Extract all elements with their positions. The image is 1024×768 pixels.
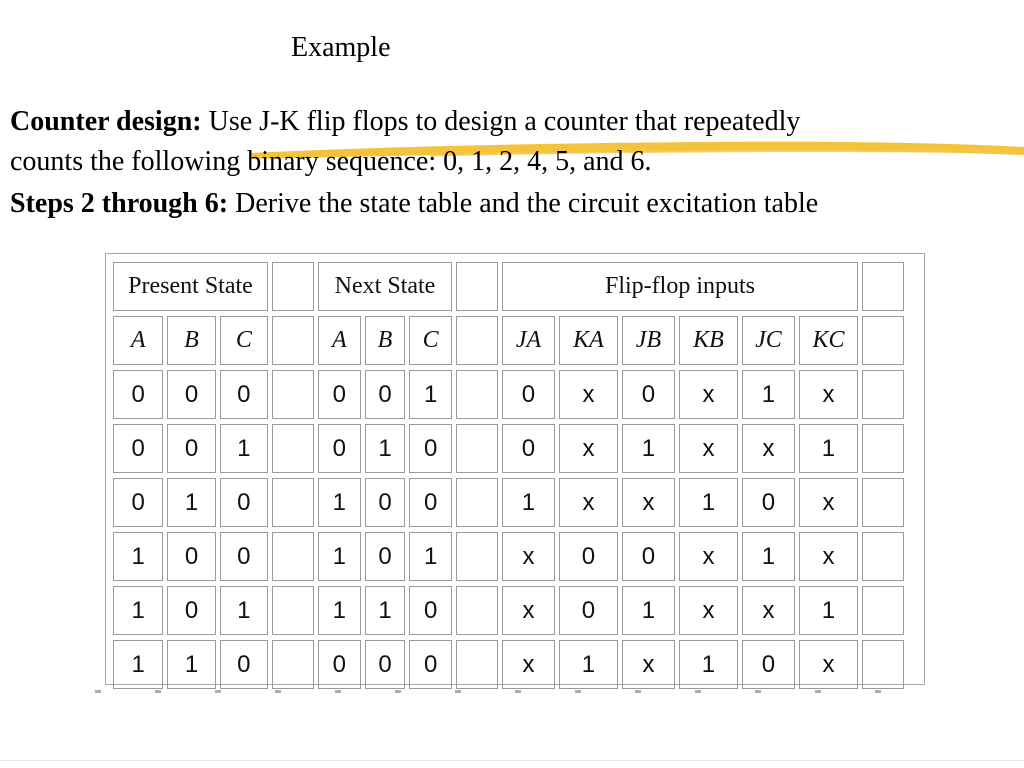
spacer-cell	[456, 262, 498, 311]
flip-flop-input-cell: x	[559, 370, 618, 419]
spacer-cell	[456, 478, 498, 527]
spacer-cell	[272, 424, 314, 473]
flip-flop-input-cell: 0	[502, 424, 555, 473]
present-state-header: Present State	[113, 262, 268, 311]
spacer-cell	[862, 640, 904, 689]
table-row	[113, 424, 904, 473]
present-state-cell: 0	[113, 424, 163, 473]
flip-flop-input-cell: x	[742, 424, 795, 473]
next-state-cell: 1	[409, 532, 452, 581]
spacer-cell	[862, 478, 904, 527]
var-header-jc: JC	[742, 316, 795, 365]
var-header-jb: JB	[622, 316, 675, 365]
flip-flop-input-cell: 0	[622, 532, 675, 581]
flip-flop-input-cell: 1	[622, 424, 675, 473]
steps-text: Derive the state table and the circuit excitation table	[228, 188, 819, 219]
flip-flop-input-cell: x	[622, 478, 675, 527]
next-state-cell: 0	[365, 532, 406, 581]
present-state-cell: 0	[167, 586, 215, 635]
spacer-cell	[272, 586, 314, 635]
present-state-cell: 0	[220, 532, 268, 581]
spacer-cell	[272, 640, 314, 689]
next-state-cell: 1	[365, 586, 406, 635]
var-header-next-a: A	[318, 316, 361, 365]
flip-flop-input-cell: 0	[502, 370, 555, 419]
var-header-present-b: B	[167, 316, 215, 365]
spacer-cell	[456, 586, 498, 635]
present-state-cell: 1	[220, 586, 268, 635]
flip-flop-input-cell: x	[799, 478, 858, 527]
present-state-cell: 1	[220, 424, 268, 473]
flip-flop-input-cell: 0	[559, 532, 618, 581]
variable-header-row	[113, 316, 904, 365]
next-state-cell: 0	[409, 424, 452, 473]
spacer-cell	[862, 370, 904, 419]
spacer-cell	[456, 532, 498, 581]
table-row	[113, 586, 904, 635]
next-state-cell: 1	[365, 424, 406, 473]
next-state-cell: 1	[318, 478, 361, 527]
flip-flop-input-cell: 0	[742, 640, 795, 689]
flip-flop-input-cell: x	[799, 640, 858, 689]
next-state-cell: 0	[365, 370, 406, 419]
flip-flop-input-cell: 1	[742, 532, 795, 581]
present-state-cell: 1	[167, 478, 215, 527]
counter-design-paragraph	[10, 102, 1020, 182]
flip-flop-input-cell: x	[799, 532, 858, 581]
spacer-cell	[272, 316, 314, 365]
present-state-cell: 0	[167, 370, 215, 419]
spacer-cell	[862, 424, 904, 473]
counter-design-text-line1: Use J-K flip flops to design a counter that repeatedly	[201, 106, 801, 137]
next-state-header: Next State	[318, 262, 452, 311]
spacer-cell	[862, 316, 904, 365]
flip-flop-input-cell: x	[679, 370, 738, 419]
next-state-cell: 0	[318, 640, 361, 689]
group-header-row	[113, 262, 904, 311]
spacer-cell	[272, 478, 314, 527]
flip-flop-input-cell: 1	[502, 478, 555, 527]
var-header-next-b: B	[365, 316, 406, 365]
next-state-cell: 0	[409, 478, 452, 527]
flip-flop-input-cell: 1	[679, 478, 738, 527]
steps-label: Steps 2 through 6:	[10, 188, 229, 219]
present-state-cell: 0	[220, 370, 268, 419]
present-state-cell: 1	[113, 586, 163, 635]
next-state-cell: 1	[318, 586, 361, 635]
present-state-cell: 0	[220, 640, 268, 689]
spacer-cell	[862, 532, 904, 581]
present-state-cell: 0	[113, 478, 163, 527]
flip-flop-input-cell: x	[559, 424, 618, 473]
next-state-cell: 1	[318, 532, 361, 581]
table-row	[113, 532, 904, 581]
flip-flop-input-cell: 1	[742, 370, 795, 419]
flip-flop-input-cell: 0	[622, 370, 675, 419]
next-state-cell: 1	[409, 370, 452, 419]
flip-flop-input-cell: x	[679, 424, 738, 473]
next-state-cell: 0	[365, 640, 406, 689]
var-header-present-a: A	[113, 316, 163, 365]
cropped-caption-remnant	[95, 690, 895, 693]
next-state-cell: 0	[409, 640, 452, 689]
present-state-cell: 1	[113, 640, 163, 689]
flip-flop-input-cell: 1	[799, 424, 858, 473]
present-state-cell: 0	[113, 370, 163, 419]
var-header-present-c: C	[220, 316, 268, 365]
spacer-cell	[456, 370, 498, 419]
var-header-kb: KB	[679, 316, 738, 365]
var-header-next-c: C	[409, 316, 452, 365]
excitation-table	[109, 257, 908, 694]
present-state-cell: 0	[167, 424, 215, 473]
flip-flop-input-cell: 0	[742, 478, 795, 527]
flip-flop-input-cell: 1	[799, 586, 858, 635]
next-state-cell: 0	[365, 478, 406, 527]
spacer-cell	[272, 262, 314, 311]
next-state-cell: 0	[318, 424, 361, 473]
flip-flop-input-cell: x	[679, 586, 738, 635]
counter-design-text-line2: counts the following binary sequence: 0, 1, 2, 4, 5, and 6.	[10, 146, 652, 177]
present-state-cell: 1	[167, 640, 215, 689]
flip-flop-input-cell: x	[502, 640, 555, 689]
slide-title: Example	[291, 32, 391, 63]
table-row	[113, 478, 904, 527]
flip-flop-inputs-header: Flip-flop inputs	[502, 262, 858, 311]
var-header-ja: JA	[502, 316, 555, 365]
flip-flop-input-cell: 1	[622, 586, 675, 635]
excitation-table-image	[105, 253, 925, 685]
present-state-cell: 0	[220, 478, 268, 527]
flip-flop-input-cell: x	[742, 586, 795, 635]
flip-flop-input-cell: 1	[679, 640, 738, 689]
spacer-cell	[862, 586, 904, 635]
flip-flop-input-cell: x	[799, 370, 858, 419]
next-state-cell: 0	[409, 586, 452, 635]
spacer-cell	[272, 370, 314, 419]
footer-rule	[0, 760, 1024, 761]
flip-flop-input-cell: 1	[559, 640, 618, 689]
spacer-cell	[456, 424, 498, 473]
flip-flop-input-cell: x	[502, 532, 555, 581]
steps-paragraph	[10, 184, 1020, 224]
flip-flop-input-cell: x	[502, 586, 555, 635]
spacer-cell	[862, 262, 904, 311]
present-state-cell: 0	[167, 532, 215, 581]
flip-flop-input-cell: 0	[559, 586, 618, 635]
table-row	[113, 640, 904, 689]
present-state-cell: 1	[113, 532, 163, 581]
next-state-cell: 0	[318, 370, 361, 419]
var-header-kc: KC	[799, 316, 858, 365]
table-row	[113, 370, 904, 419]
spacer-cell	[272, 532, 314, 581]
spacer-cell	[456, 640, 498, 689]
var-header-ka: KA	[559, 316, 618, 365]
spacer-cell	[456, 316, 498, 365]
flip-flop-input-cell: x	[622, 640, 675, 689]
counter-design-label: Counter design:	[10, 106, 202, 137]
flip-flop-input-cell: x	[679, 532, 738, 581]
flip-flop-input-cell: x	[559, 478, 618, 527]
